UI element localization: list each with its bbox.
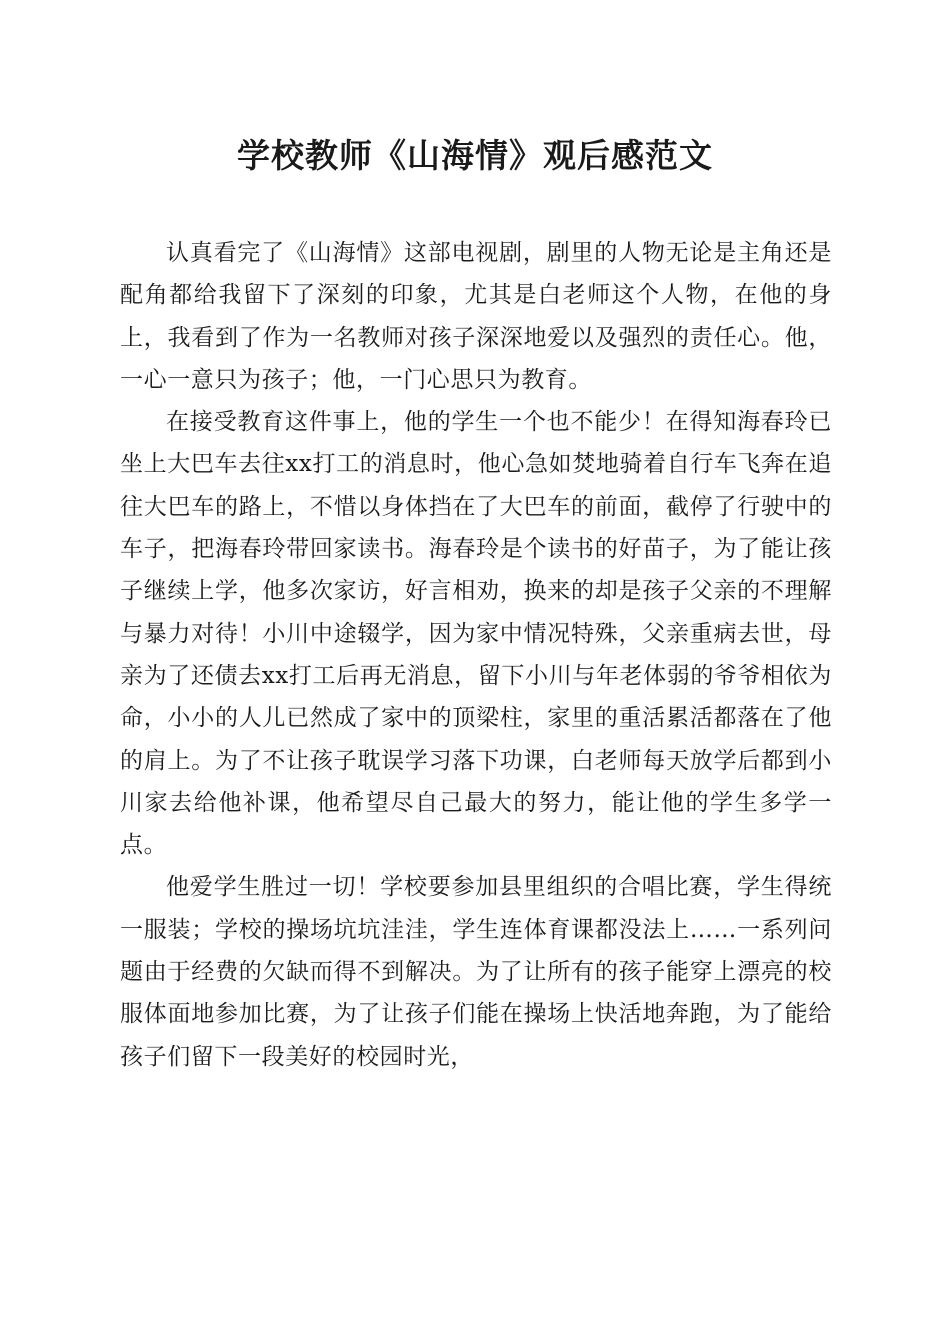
document-title: 学校教师《山海情》观后感范文	[237, 136, 713, 175]
document-body	[120, 232, 832, 1078]
paragraph-3: 他爱学生胜过一切！学校要参加县里组织的合唱比赛，学生得统一服装；学校的操场坑坑洼洼，学生连体育课都没法上……一系列问题由于经费的欠缺而得不到解决。为了让所有的孩子能穿上漂亮的校服体面地参加比赛，为了让孩子们能在操场上快活地奔跑，为了能给孩子们留下一段美好的校园时光，	[120, 874, 832, 1070]
paragraph-1: 认真看完了《山海情》这部电视剧，剧里的人物无论是主角还是配角都给我留下了深刻的印象，尤其是白老师这个人物，在他的身上，我看到了作为一名教师对孩子深深地爱以及强烈的责任心。他，一心一意只为孩子；他，一门心思只为教育。	[120, 240, 832, 393]
paragraph-2: 在接受教育这件事上，他的学生一个也不能少！在得知海春玲已坐上大巴车去往xx打工的消息时，他心急如焚地骑着自行车飞奔在追往大巴车的路上，不惜以身体挡在了大巴车的前面，截停了行驶中的车子，把海春玲带回家读书。海春玲是个读书的好苗子，为了能让孩子继续上学，他多次家访，好言相劝，换来的却是孩子父亲的不理解与暴力对待！小川中途辍学，因为家中情况特殊，父亲重病去世，母亲为了还债去xx打工后再无消息，留下小川与年老体弱的爷爷相依为命，小小的人儿已然成了家中的顶梁柱，家里的重活累活都落在了他的肩上。为了不让孩子耽误学习落下功课，白老师每天放学后都到小川家去给他补课，他希望尽自己最大的努力，能让他的学生多学一点。	[120, 409, 832, 859]
